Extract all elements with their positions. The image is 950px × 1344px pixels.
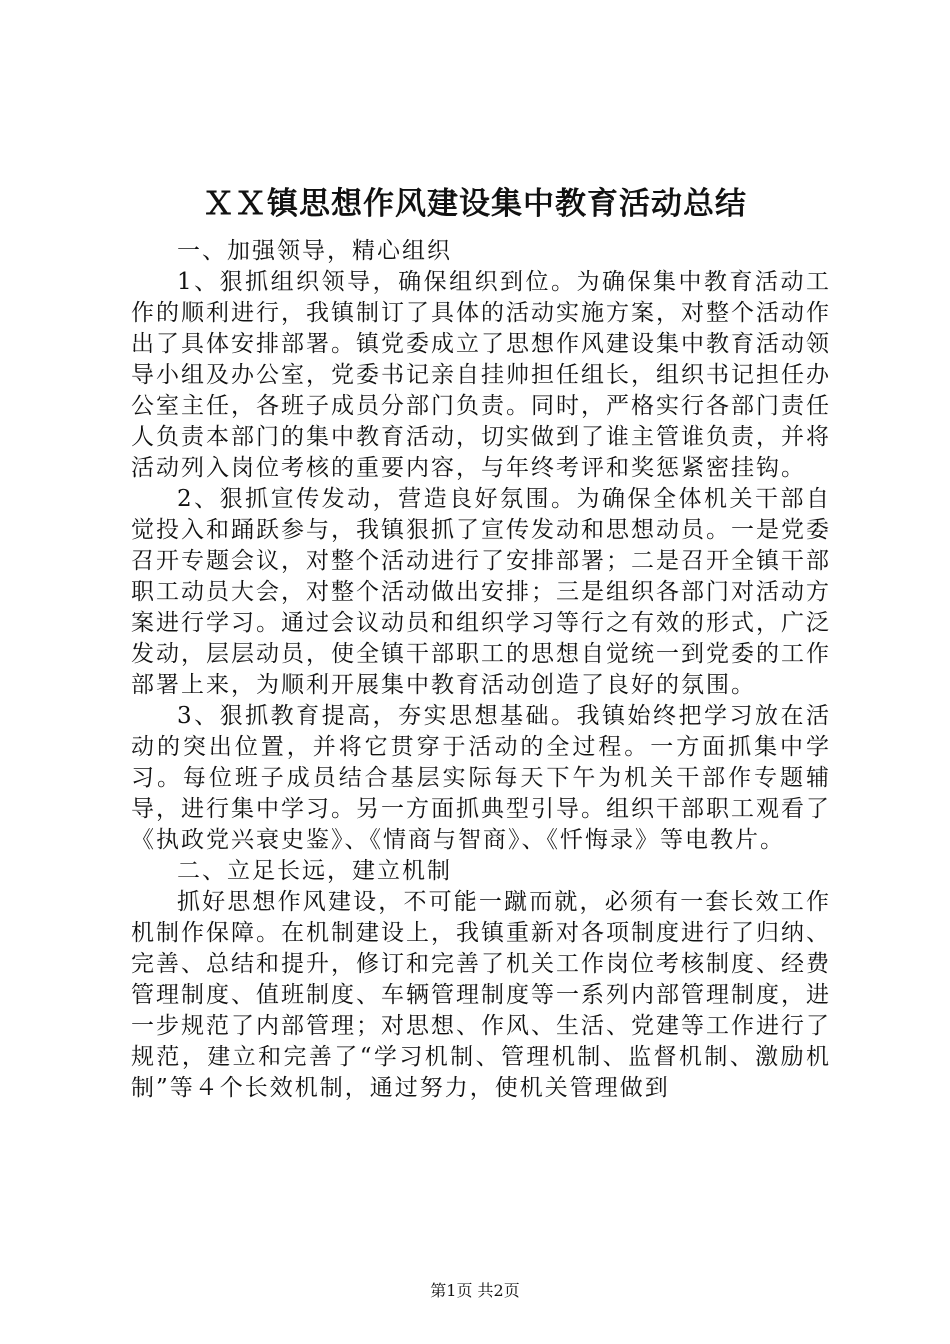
body-paragraph: 抓好思想作风建设，不可能一蹴而就，必须有一套长效工作机制作保障。在机制建设上，我镇重新对各项制度进行了归纳、完善、总结和提升，修订和完善了机关工作岗位考核制度、经费管理制度、值班制度、车辆管理制度等一系列内部管理制度，进一步规范了内部管理；对思想、作风、生活、党建等工作进行了规范，建立和完善了“学习机制、管理机制、监督机制、激励机制”等４个长效机制，通过努力，使机关管理做到 — [131, 889, 831, 1101]
body-paragraph: 3、狠抓教育提高，夯实思想基础。我镇始终把学习放在活动的突出位置，并将它贯穿于活动的全过程。一方面抓集中学习。每位班子成员结合基层实际每天下午为机关干部作专题辅导，进行集中学习。另一方面抓典型引导。组织干部职工观看了《执政党兴衰史鉴》、《情商与智商》、《忏悔录》等电教片。 — [131, 703, 831, 853]
section-heading: 一、加强领导，精心组织 — [177, 238, 452, 264]
document-body — [131, 236, 831, 1104]
body-paragraph: 2、狠抓宣传发动，营造良好氛围。为确保全体机关干部自觉投入和踊跃参与，我镇狠抓了宣传发动和思想动员。一是党委召开专题会议，对整个活动进行了安排部署；二是召开全镇干部职工动员大会，对整个活动做出安排；三是组织各部门对活动方案进行学习。通过会议动员和组织学习等行之有效的形式，广泛发动，层层动员，使全镇干部职工的思想自觉统一到党委的工作部署上来，为顺利开展集中教育活动创造了良好的氛围。 — [131, 486, 831, 698]
section-heading: 二、立足长远，建立机制 — [177, 858, 452, 884]
document-title: ＸＸ镇思想作风建设集中教育活动总结 — [203, 186, 747, 222]
page-footer: 第1页 共2页 — [430, 1281, 520, 1300]
body-paragraph: 1、狠抓组织领导，确保组织到位。为确保集中教育活动工作的顺利进行，我镇制订了具体的活动实施方案，对整个活动作出了具体安排部署。镇党委成立了思想作风建设集中教育活动领导小组及办公室，党委书记亲自挂帅担任组长，组织书记担任办公室主任，各班子成员分部门负责。同时，严格实行各部门责任人负责本部门的集中教育活动，切实做到了谁主管谁负责，并将活动列入岗位考核的重要内容，与年终考评和奖惩紧密挂钩。 — [131, 269, 831, 481]
